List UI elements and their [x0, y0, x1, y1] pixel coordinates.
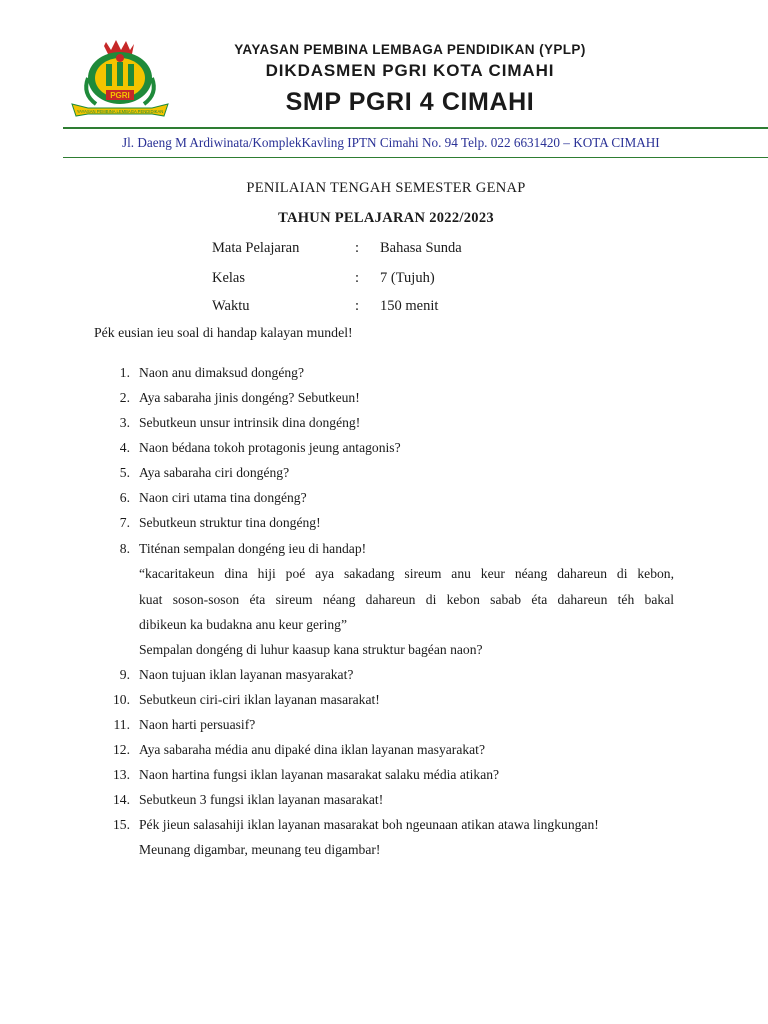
- question-number: 13.: [113, 767, 130, 782]
- info-label: Kelas: [212, 270, 246, 286]
- question-number: 2.: [119, 390, 130, 405]
- question-number: 1.: [119, 365, 130, 380]
- info-value: 7 (Tujuh): [380, 270, 435, 286]
- question-text: Naon hartina fungsi iklan layanan masarakat salaku média atikan?: [139, 767, 500, 782]
- foundation-name: YAYASAN PEMBINA LEMBAGA PENDIDIKAN (YPLP): [234, 42, 586, 57]
- school-address: Jl. Daeng M Ardiwinata/KomplekKavling IPTN Cimahi No. 94 Telp. 022 6631420 – KOTA CIMAHI: [122, 135, 660, 150]
- question-number: 12.: [113, 742, 130, 757]
- school-name: SMP PGRI 4 CIMAHI: [285, 88, 535, 116]
- question-number: 9.: [119, 667, 130, 682]
- question-number: 5.: [119, 465, 130, 480]
- question-text: Naon harti persuasif?: [139, 717, 256, 732]
- question-followup-text: Meunang digambar, meunang teu digambar!: [139, 842, 381, 857]
- letterhead-divider-top: [63, 127, 768, 129]
- exam-year: TAHUN PELAJARAN 2022/2023: [278, 210, 494, 226]
- question-number: 8.: [119, 541, 130, 556]
- info-label: Mata Pelajaran: [212, 240, 300, 256]
- question-text: Aya sabaraha média anu dipaké dina iklan layanan masyarakat?: [139, 742, 485, 757]
- quote-line: “kacaritakeun dina hiji poé aya sakadang sireum anu keur néang dahareun di kebon,: [139, 566, 674, 581]
- info-separator: :: [355, 270, 360, 286]
- question-text: Naon anu dimaksud dongéng?: [139, 365, 304, 380]
- question-number: 11.: [113, 717, 130, 732]
- quote-line: kuat soson-soson éta sireum néang dahareun di kebon sabab éta dahareun téh bakal: [139, 592, 674, 607]
- question-text: Sebutkeun 3 fungsi iklan layanan masarakat!: [139, 792, 384, 807]
- info-value: 150 menit: [380, 298, 439, 314]
- question-text: Aya sabaraha ciri dongéng?: [139, 465, 290, 480]
- question-number: 4.: [119, 440, 130, 455]
- quote-line: dibikeun ka budakna anu keur gering”: [139, 617, 347, 632]
- info-separator: :: [355, 240, 360, 256]
- question-text: Aya sabaraha jinis dongéng? Sebutkeun!: [139, 390, 360, 405]
- question-number: 3.: [119, 415, 130, 430]
- question-text: Pék jieun salasahiji iklan layanan masarakat boh ngeunaan atikan atawa lingkungan!: [139, 817, 599, 832]
- exam-title: PENILAIAN TENGAH SEMESTER GENAP: [246, 180, 526, 196]
- question-text: Naon bédana tokoh protagonis jeung antagonis?: [139, 440, 401, 455]
- question-number: 15.: [113, 817, 130, 832]
- question-text: Titénan sempalan dongéng ieu di handap!: [139, 541, 367, 556]
- question-text: Naon tujuan iklan layanan masyarakat?: [139, 667, 354, 682]
- instruction: Pék eusian ieu soal di handap kalayan mundel!: [94, 325, 353, 340]
- question-text: Naon ciri utama tina dongéng?: [139, 490, 307, 505]
- info-separator: :: [355, 298, 360, 314]
- question-number: 7.: [119, 515, 130, 530]
- authority-name: DIKDASMEN PGRI KOTA CIMAHI: [265, 61, 555, 80]
- question-text: Sebutkeun unsur intrinsik dina dongéng!: [139, 415, 361, 430]
- letterhead-divider-bottom: [63, 157, 768, 158]
- info-value: Bahasa Sunda: [380, 240, 462, 256]
- question-text: Sebutkeun struktur tina dongéng!: [139, 515, 321, 530]
- info-label: Waktu: [212, 298, 250, 314]
- question-number: 10.: [113, 692, 130, 707]
- question-number: 14.: [113, 792, 130, 807]
- question-followup-text: Sempalan dongéng di luhur kaasup kana struktur bagéan naon?: [139, 642, 483, 657]
- logo-text: PGRI: [110, 91, 130, 100]
- logo-ribbon-text: YAYASAN PEMBINA LEMBAGA PENDIDIKAN: [76, 109, 164, 114]
- question-number: 6.: [119, 490, 130, 505]
- question-text: Sebutkeun ciri-ciri iklan layanan masarakat!: [139, 692, 380, 707]
